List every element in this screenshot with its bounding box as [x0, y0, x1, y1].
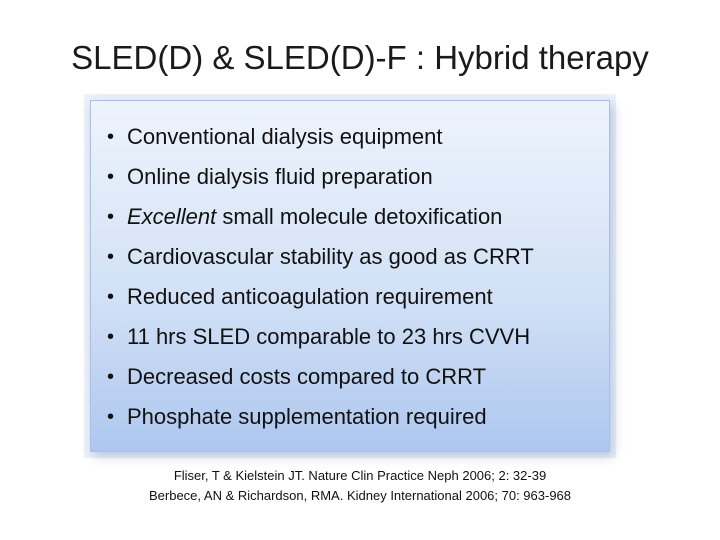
bullet-icon: • [107, 406, 115, 428]
references [0, 466, 720, 506]
bullet-icon: • [107, 326, 115, 348]
reference-line: Berbece, AN & Richardson, RMA. Kidney International 2006; 70: 963-968 [148, 488, 572, 503]
bullet-item [91, 117, 609, 157]
bullet-icon: • [107, 166, 115, 188]
bullet-item [91, 357, 609, 397]
bullet-item [91, 397, 609, 437]
bullet-text: Conventional dialysis equipment [127, 124, 443, 149]
bullet-item [91, 277, 609, 317]
bullet-text: 11 hrs SLED comparable to 23 hrs CVVH [127, 324, 531, 349]
bullet-item [91, 197, 609, 237]
slide-title: SLED(D) & SLED(D)-F : Hybrid therapy [71, 39, 649, 76]
bullet-icon: • [107, 126, 115, 148]
bullet-item [91, 317, 609, 357]
bullet-text: Phosphate supplementation required [127, 404, 487, 429]
bullet-text: Reduced anticoagulation requirement [127, 284, 493, 309]
bullet-icon: • [107, 286, 115, 308]
bullet-box [90, 100, 610, 452]
bullet-icon: • [107, 206, 115, 228]
bullet-text: Online dialysis fluid preparation [127, 164, 433, 189]
reference-line: Fliser, T & Kielstein JT. Nature Clin Practice Neph 2006; 2: 32-39 [173, 468, 547, 483]
bullet-item [91, 237, 609, 277]
bullet-text-rest: small molecule detoxification [216, 204, 503, 229]
bullet-text [127, 197, 502, 237]
bullet-item [91, 157, 609, 197]
bullet-list [91, 117, 609, 437]
bullet-text: Cardiovascular stability as good as CRRT [127, 244, 534, 269]
bullet-icon: • [107, 366, 115, 388]
bullet-icon: • [107, 246, 115, 268]
emphasis-word: Excellent [127, 204, 217, 229]
bullet-text: Decreased costs compared to CRRT [127, 364, 487, 389]
